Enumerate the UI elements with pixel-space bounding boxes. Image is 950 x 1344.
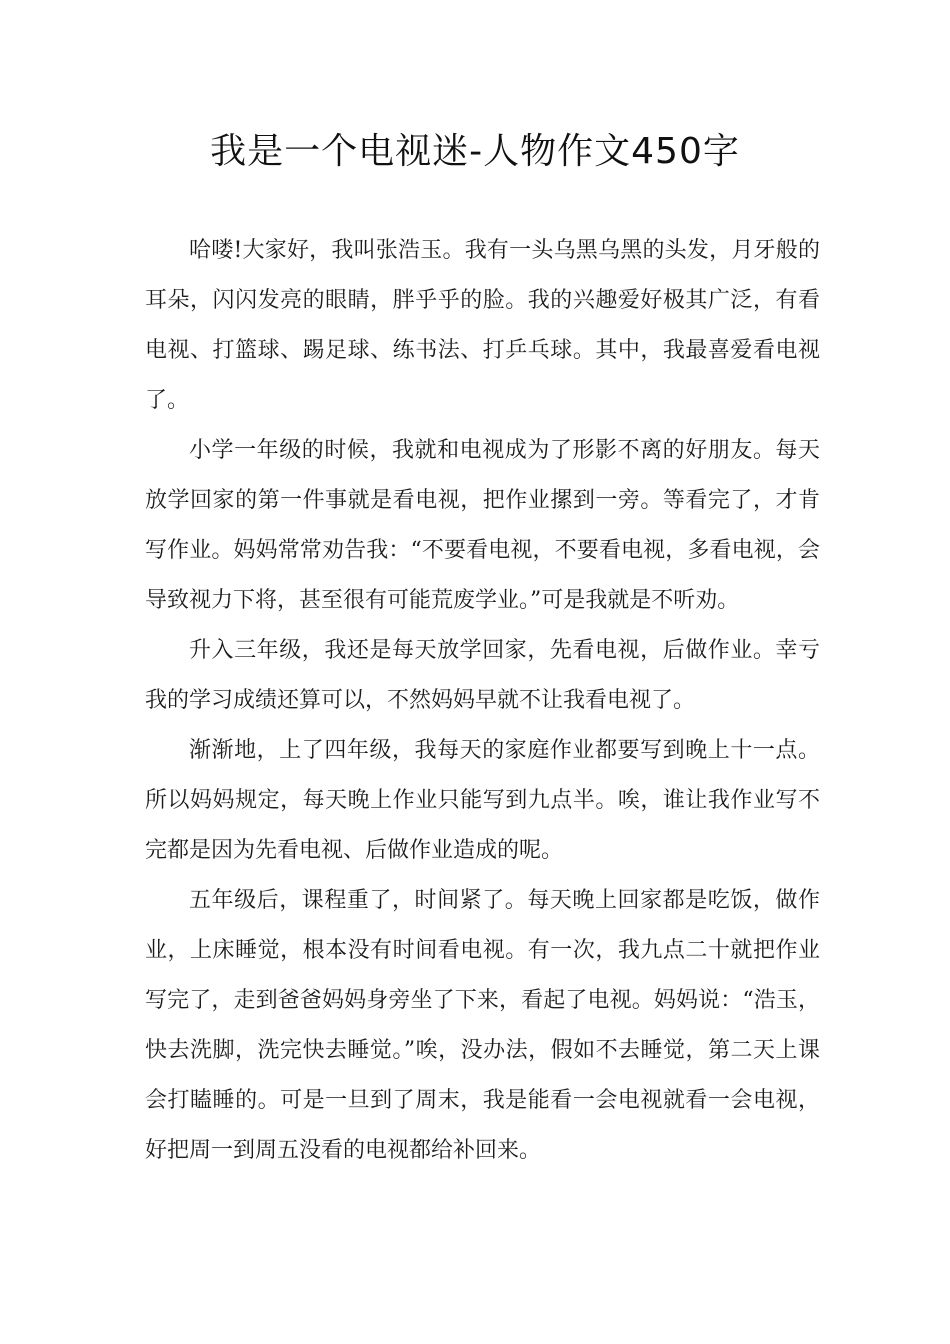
paragraph-1: 哈喽!大家好，我叫张浩玉。我有一头乌黑乌黑的头发，月牙般的耳朵，闪闪发亮的眼睛，胖乎乎的脸。我的兴趣爱好极其广泛，有看电视、打篮球、踢足球、练书法、打乒乓球。其中，我最喜爱看电视了。 bbox=[145, 238, 820, 413]
document-body bbox=[145, 226, 820, 1176]
paragraph-4: 渐渐地，上了四年级，我每天的家庭作业都要写到晚上十一点。所以妈妈规定，每天晚上作业只能写到九点半。唉，谁让我作业写不完都是因为先看电视、后做作业造成的呢。 bbox=[145, 738, 820, 863]
paragraph-3: 升入三年级，我还是每天放学回家，先看电视，后做作业。幸亏我的学习成绩还算可以，不然妈妈早就不让我看电视了。 bbox=[145, 638, 820, 713]
paragraph-5: 五年级后，课程重了，时间紧了。每天晚上回家都是吃饭，做作业，上床睡觉，根本没有时间看电视。有一次，我九点二十就把作业写完了，走到爸爸妈妈身旁坐了下来，看起了电视。妈妈说：“浩玉，快去洗脚，洗完快去睡觉。”唉，没办法，假如不去睡觉，第二天上课会打瞌睡的。可是一旦到了周末，我是能看一会电视就看一会电视，好把周一到周五没看的电视都给补回来。 bbox=[145, 888, 820, 1163]
document-title: 我是一个电视迷-人物作文450字 bbox=[210, 131, 740, 172]
paragraph-2: 小学一年级的时候，我就和电视成为了形影不离的好朋友。每天放学回家的第一件事就是看电视，把作业摞到一旁。等看完了，才肯写作业。妈妈常常劝告我：“不要看电视，不要看电视，多看电视，会导致视力下将，甚至很有可能荒废学业。”可是我就是不听劝。 bbox=[145, 438, 820, 613]
